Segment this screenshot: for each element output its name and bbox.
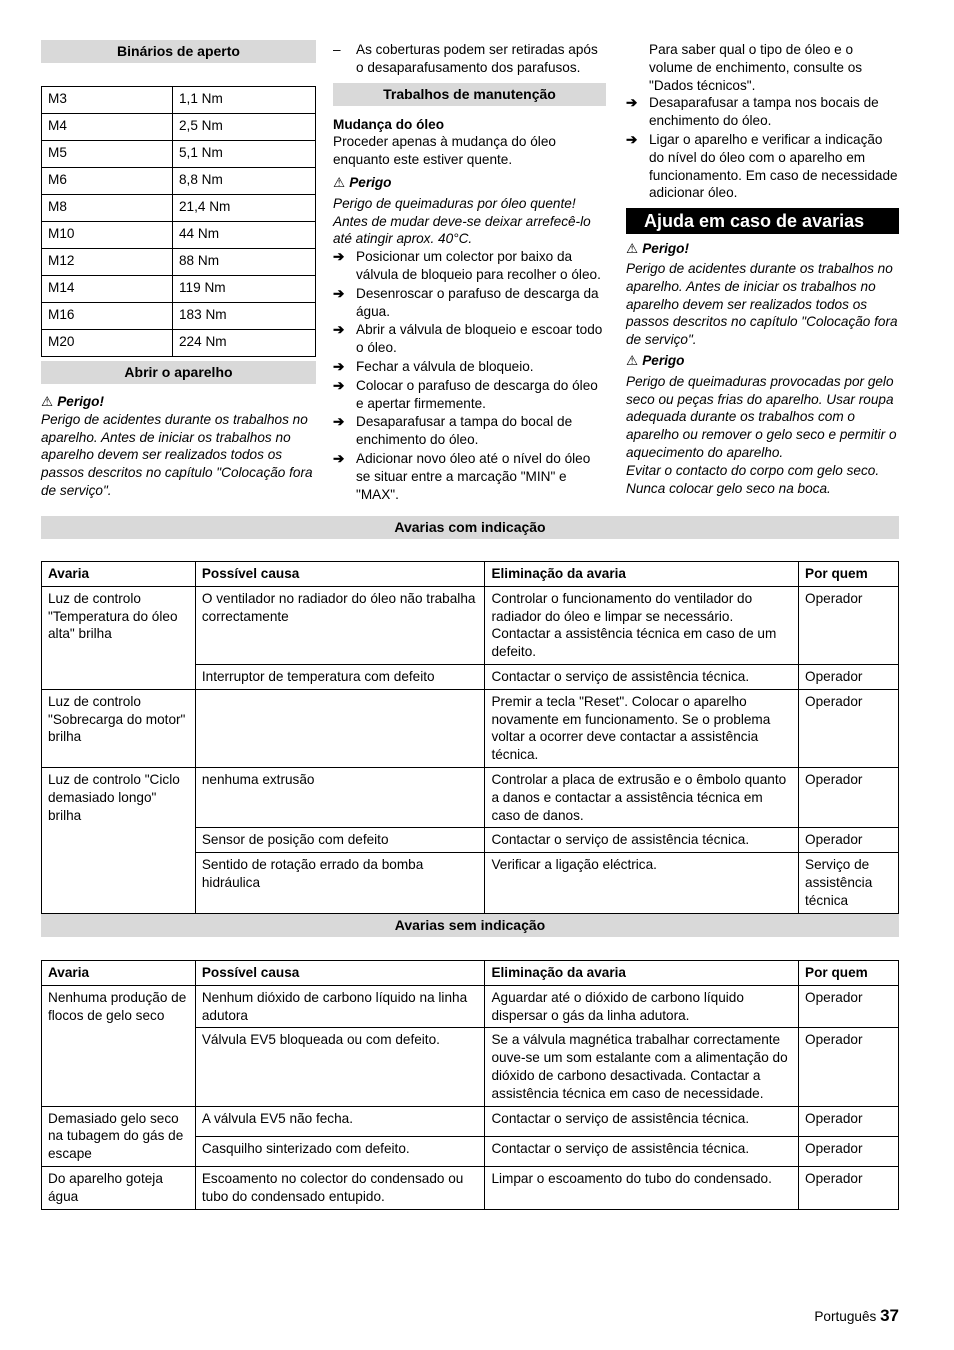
- arrow-right-icon: ➔: [333, 249, 345, 265]
- table-header-row: Avaria Possível causa Eliminação da avaria Por quem: [42, 961, 899, 986]
- table-row: M6 8,8 Nm: [42, 168, 316, 195]
- torque-table: [41, 86, 316, 357]
- table-row: M16 183 Nm: [42, 303, 316, 330]
- table-row: M12 88 Nm: [42, 249, 316, 276]
- list-item: ➔ Desaparafusar a tampa nos bocais de enchimento do óleo.: [626, 95, 879, 129]
- oil-steps-continued: [626, 94, 899, 202]
- column-1: [41, 40, 316, 500]
- oil-warning-text: Perigo de queimaduras por óleo quente! Antes de mudar deve-se deixar arrefecê-lo até atingir aprox. 40°C.: [333, 195, 591, 247]
- table-row: M8 21,4 Nm: [42, 195, 316, 222]
- list-item: ➔ Desenroscar o parafuso de descarga da água.: [333, 285, 599, 319]
- open-warning-label: ⚠ Perigo!: [41, 394, 105, 409]
- table-row: Interruptor de temperatura com defeito Contactar o serviço de assistência técnica. Operador: [42, 664, 899, 689]
- oil-subheading: Mudança do óleo: [333, 116, 445, 132]
- page-footer: [814, 1307, 899, 1326]
- open-heading: Abrir o aparelho: [41, 361, 316, 384]
- faults-without-table: [41, 960, 899, 1210]
- table-row: Válvula EV5 bloqueada ou com defeito. Se a válvula magnética trabalhar correctamente ouve-se um som estalante com a alimentação do dióxido de carbono desactivada. Contactar a assistência técnica em caso de necessidade. Operador: [42, 1028, 899, 1106]
- oil-steps: [333, 248, 606, 503]
- arrow-right-icon: ➔: [333, 377, 345, 393]
- column-2: [333, 40, 606, 503]
- oil-intro: Proceder apenas à mudança do óleo enquanto este estiver quente.: [333, 134, 556, 168]
- table-row: Luz de controlo "Temperatura do óleo alta" brilha O ventilador no radiador do óleo não trabalha correctamente Controlar o funcionamento do ventilador do radiador do óleo e limpar se necessário. Contactar a assistência técnica em caso de um defeito. Operador: [42, 586, 899, 664]
- table-row: M10 44 Nm: [42, 222, 316, 249]
- arrow-right-icon: ➔: [333, 322, 345, 338]
- oil-warning-label: ⚠ Perigo: [333, 174, 392, 190]
- table-row: M5 5,1 Nm: [42, 141, 316, 168]
- table-row: Casquilho sinterizado com defeito. Contactar o serviço de assistência técnica. Operador: [42, 1136, 899, 1166]
- list-item: ➔ Adicionar novo óleo até o nível do óleo se situar entre a marcação "MIN" e "MAX".: [333, 450, 591, 502]
- faults-with-indication: [41, 516, 899, 914]
- arrow-right-icon: ➔: [333, 414, 345, 430]
- dash-list: [333, 41, 606, 77]
- warning-triangle-icon: ⚠: [333, 174, 346, 190]
- warning-triangle-icon: ⚠: [626, 352, 639, 368]
- help-warning-label: ⚠ Perigo!: [626, 241, 690, 257]
- column-3: [626, 40, 899, 497]
- oil-type-note: Para saber qual o tipo de óleo e o volume de enchimento, consulte os "Dados técnicos".: [649, 42, 863, 93]
- arrow-right-icon: ➔: [626, 131, 638, 147]
- list-item: ➔ Ligar o aparelho e verificar a indicação do nível do óleo com o aparelho em funcionamento. Em caso de necessidade adicionar óleo.: [626, 131, 898, 201]
- table-header-row: Avaria Possível causa Eliminação da avaria Por quem: [42, 562, 899, 587]
- warning-triangle-icon: ⚠: [41, 394, 54, 409]
- table-row: Luz de controlo "Ciclo demasiado longo" brilha nenhuma extrusão Controlar a placa de extrusão e o êmbolo quanto a danos e contactar a assistência técnica em caso de danos. Operador: [42, 767, 899, 827]
- maintenance-heading: Trabalhos de manutenção: [333, 83, 606, 106]
- table-row: Luz de controlo "Sobrecarga do motor" brilha Premir a tecla "Reset". Colocar o aparelho novamente em funcionamento. Se o problema voltar a ocorrer deve contactar a assistência técnica. Operador: [42, 689, 899, 767]
- burn-warning-text-2: Evitar o contacto do corpo com gelo seco. Nunca colocar gelo seco na boca.: [626, 462, 880, 496]
- table-row: M4 2,5 Nm: [42, 114, 316, 141]
- arrow-right-icon: ➔: [333, 358, 345, 374]
- table-row: Demasiado gelo seco na tubagem do gás de escape A válvula EV5 não fecha. Contactar o serviço de assistência técnica. Operador: [42, 1106, 899, 1136]
- faults-with-table: [41, 561, 899, 914]
- faults-without-heading: Avarias sem indicação: [41, 914, 899, 937]
- table-row: Sentido de rotação errado da bomba hidráulica Verificar a ligação eléctrica. Serviço de assistência técnica: [42, 853, 899, 913]
- arrow-right-icon: ➔: [333, 450, 345, 466]
- help-heading: Ajuda em caso de avarias: [626, 208, 899, 234]
- faults-with-heading: Avarias com indicação: [41, 516, 899, 539]
- list-item: ➔ Fechar a válvula de bloqueio.: [333, 358, 534, 374]
- torque-heading: Binários de aperto: [41, 40, 316, 63]
- burn-warning-label: ⚠ Perigo: [626, 352, 685, 368]
- table-row: Sensor de posição com defeito Contactar o serviço de assistência técnica. Operador: [42, 828, 899, 853]
- page-number: 37: [880, 1306, 899, 1325]
- faults-without-indication: [41, 914, 899, 1210]
- arrow-right-icon: ➔: [333, 285, 345, 301]
- footer-language: Português: [814, 1309, 877, 1324]
- table-row: Do aparelho goteja água Escoamento no colector do condensado ou tubo do condensado entupido. Limpar o escoamento do tubo do condensado. Operador: [42, 1166, 899, 1209]
- arrow-right-icon: ➔: [626, 95, 638, 111]
- warning-triangle-icon: ⚠: [626, 241, 639, 257]
- list-item: ➔ Posicionar um colector por baixo da válvula de bloqueio para recolher o óleo.: [333, 249, 601, 282]
- open-warning-text: Perigo de acidentes durante os trabalhos no aparelho. Antes de iniciar os trabalhos no aparelho devem ser realizados todos os passos descritos no capítulo "Colocação fora de serviço".: [41, 411, 313, 498]
- list-item: ➔ Colocar o parafuso de descarga do óleo e apertar firmemente.: [333, 377, 598, 411]
- table-row: M3 1,1 Nm: [42, 87, 316, 114]
- list-item: ➔ Abrir a válvula de bloqueio e escoar todo o óleo.: [333, 322, 603, 356]
- burn-warning-text: Perigo de queimaduras provocadas por gelo seco ou peças frias do aparelho. Usar roupa adequada durante os trabalhos com o aparelho ou remover o gelo seco e permitir o aquecimento do aparelho.: [626, 373, 897, 460]
- help-warning-text: Perigo de acidentes durante os trabalhos no aparelho. Antes de iniciar os trabalhos no aparelho devem ser realizados todos os passos descritos no capítulo "Colocação fora de serviço".: [626, 260, 898, 348]
- table-row: M20 224 Nm: [42, 330, 316, 357]
- list-item: – As coberturas podem ser retiradas após o desaparafusamento dos parafusos.: [333, 42, 598, 75]
- table-row: Nenhuma produção de flocos de gelo seco Nenhum dióxido de carbono líquido na linha adutora Aguardar até o dióxido de carbono líquido dispersar o gás da linha adutora. Operador: [42, 985, 899, 1028]
- table-row: M14 119 Nm: [42, 276, 316, 303]
- list-item: ➔ Desaparafusar a tampa do bocal de enchimento do óleo.: [333, 414, 573, 448]
